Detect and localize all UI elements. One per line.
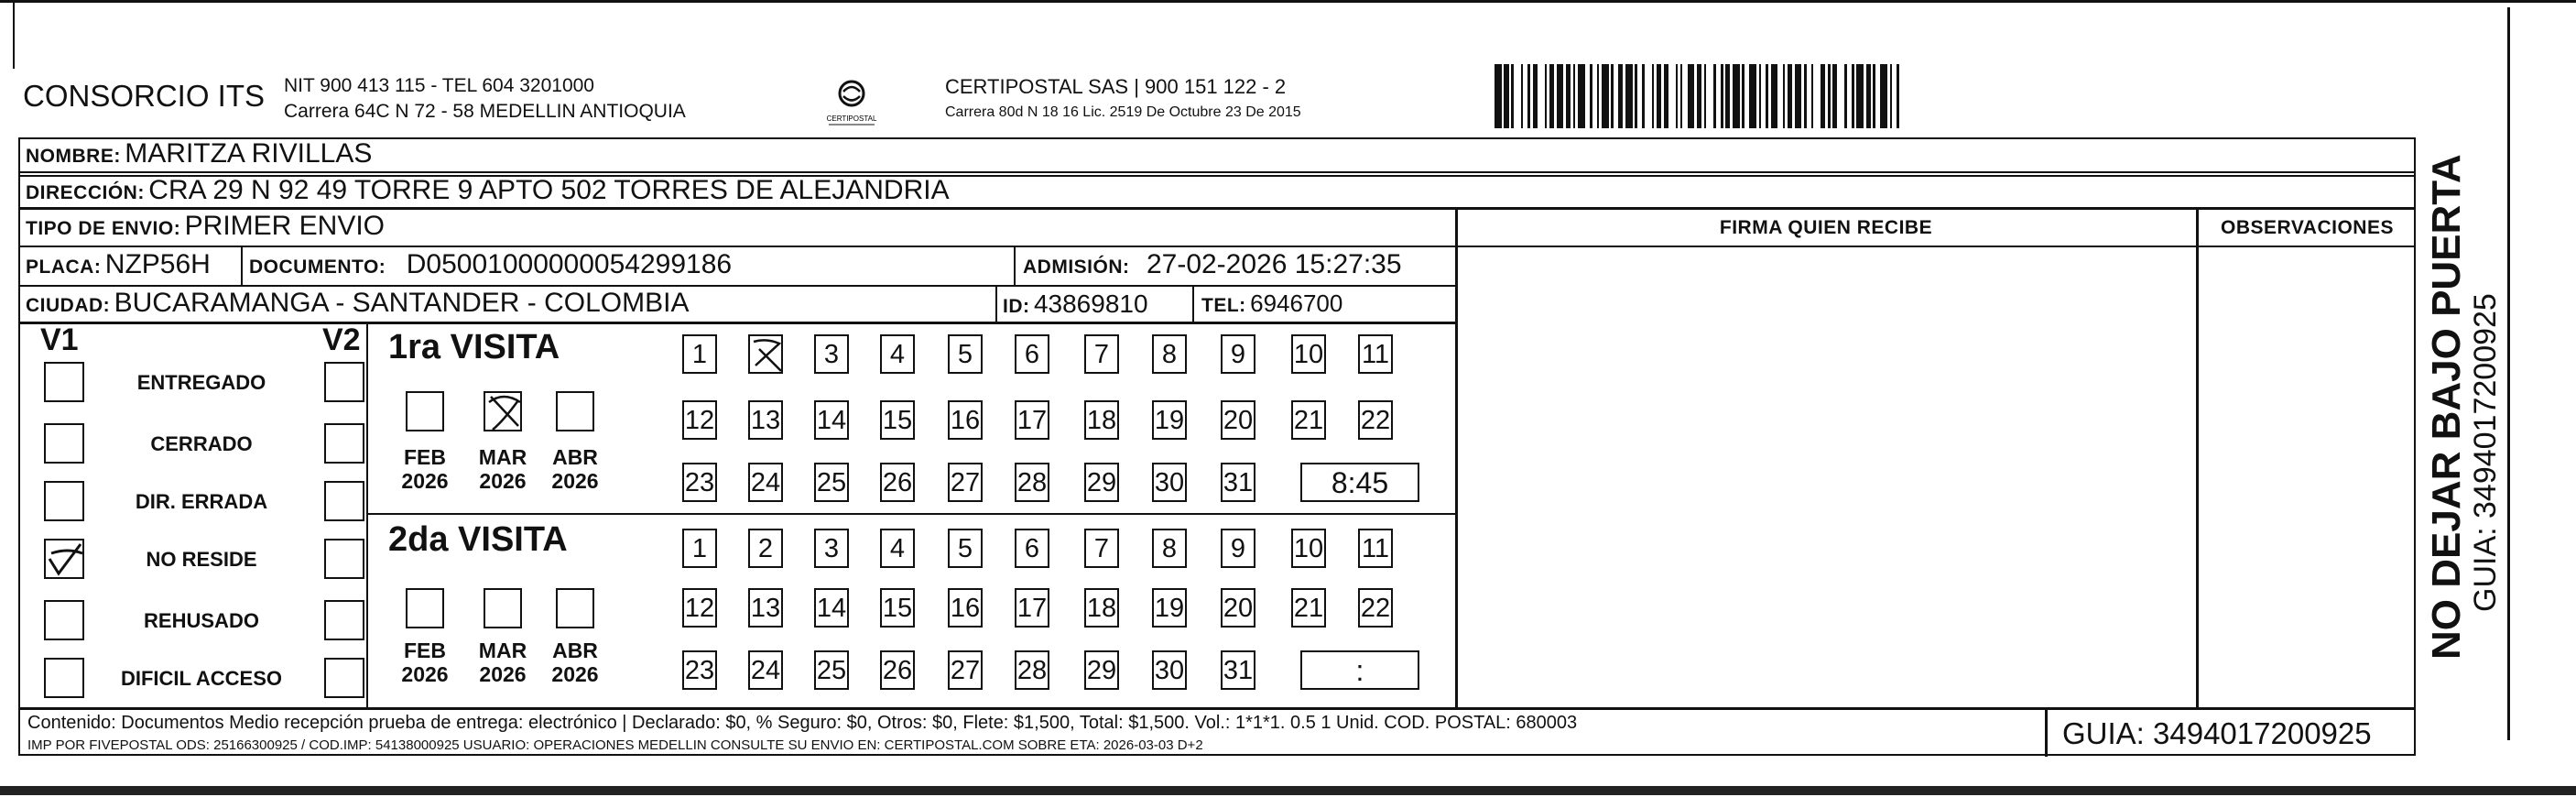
- bottom-edge: [0, 786, 2576, 795]
- day-box[interactable]: 27: [948, 650, 983, 690]
- day-box[interactable]: 26: [880, 650, 915, 690]
- barcode-bar: [1742, 64, 1745, 128]
- admision-row: [1023, 249, 1402, 280]
- barcode-bar: [1602, 64, 1609, 128]
- barcode-bar: [1759, 64, 1762, 128]
- carrier-info-1: CERTIPOSTAL SAS | 900 151 122 - 2: [945, 75, 1287, 98]
- barcode-bar: [1688, 64, 1695, 128]
- tel-row: [1201, 289, 1342, 318]
- side-guia: GUIA: 3494017200925: [2468, 293, 2503, 612]
- day-box[interactable]: 20: [1221, 400, 1255, 440]
- v2-checkbox[interactable]: [324, 600, 364, 640]
- day-box[interactable]: 13: [748, 400, 783, 440]
- day-box[interactable]: 29: [1084, 463, 1119, 502]
- status-label: CERRADO: [150, 432, 253, 455]
- barcode-bar: [1852, 64, 1854, 128]
- day-box[interactable]: 23: [682, 463, 717, 502]
- admision-value: 27-02-2026 15:27:35: [1146, 249, 1402, 279]
- day-box[interactable]: 1: [682, 529, 717, 568]
- status-label: NO RESIDE: [146, 548, 257, 571]
- barcode-bar: [1578, 64, 1585, 128]
- barcode-bar: [1618, 64, 1623, 128]
- tipo-row: [26, 211, 385, 242]
- status-label: REHUSADO: [144, 609, 259, 632]
- day-box[interactable]: 1: [682, 334, 717, 374]
- day-box[interactable]: 7: [1084, 529, 1119, 568]
- v2-checkbox[interactable]: [324, 481, 364, 521]
- barcode-bar: [1832, 64, 1837, 128]
- month-label: FEB: [404, 639, 446, 662]
- v1-label: V1: [40, 322, 79, 357]
- footer-content: Contenido: Documentos Medio recepción prueba de entrega: electrónico | Declarado: $0, % Seguro: $0, Otros: $0, Flete: $1,500, Total: $1,500. Vol.: 1*1*1. 0.5 1 Unid. COD. POSTAL: 680003: [27, 713, 1578, 733]
- month-mark-icon: [485, 393, 524, 433]
- barcode: [1495, 64, 2227, 128]
- barcode-bar: [1821, 64, 1825, 128]
- barcode-bar: [1533, 64, 1538, 128]
- day-box[interactable]: 9: [1221, 529, 1255, 568]
- status-label: DIFICIL ACCESO: [120, 667, 282, 690]
- day-box[interactable]: 16: [948, 588, 983, 628]
- top-edge: [0, 0, 2576, 3]
- nombre-label: NOMBRE:: [26, 146, 121, 167]
- day-box[interactable]: 28: [1015, 650, 1049, 690]
- company-name: CONSORCIO ITS: [23, 79, 266, 113]
- id-label: ID:: [1003, 296, 1030, 317]
- v1-checkbox[interactable]: [44, 539, 84, 579]
- day-box[interactable]: 4: [880, 529, 915, 568]
- barcode-bar: [1521, 64, 1524, 128]
- day-box[interactable]: 20: [1221, 588, 1255, 628]
- month-label: ABR: [552, 639, 598, 662]
- day-box[interactable]: 19: [1152, 400, 1187, 440]
- tipo-label: TIPO DE ENVIO:: [26, 218, 181, 239]
- barcode-bar: [1733, 64, 1740, 128]
- direccion-value: CRA 29 N 92 49 TORRE 9 APTO 502 TORRES DE ALEJANDRIA: [148, 175, 950, 205]
- ciudad-row: [26, 288, 689, 319]
- ciudad-label: CIUDAD:: [26, 295, 111, 316]
- day-box[interactable]: 18: [1084, 400, 1119, 440]
- barcode-bar: [1680, 64, 1683, 128]
- day-box[interactable]: 19: [1152, 588, 1187, 628]
- nombre-row: [26, 138, 372, 169]
- month-checkbox[interactable]: [556, 391, 594, 431]
- day-box[interactable]: 15: [880, 588, 915, 628]
- day-box[interactable]: 31: [1221, 463, 1255, 502]
- barcode-bar: [1880, 64, 1887, 128]
- barcode-bar: [1597, 64, 1600, 128]
- barcode-bar: [1713, 64, 1716, 128]
- day-box[interactable]: 25: [814, 463, 849, 502]
- company-info-2: Carrera 64C N 72 - 58 MEDELLIN ANTIOQUIA: [284, 101, 686, 122]
- barcode-bar: [1811, 64, 1814, 128]
- day-box[interactable]: 8: [1152, 529, 1187, 568]
- barcode-bar: [1697, 64, 1701, 128]
- day-box[interactable]: 2: [748, 529, 783, 568]
- barcode-bar: [1549, 64, 1554, 128]
- day-box[interactable]: 28: [1015, 463, 1049, 502]
- month-label: ABR: [552, 445, 598, 469]
- barcode-bar: [1566, 64, 1571, 128]
- admision-label: ADMISIÓN:: [1023, 257, 1130, 278]
- status-label: DIR. ERRADA: [135, 490, 268, 513]
- time-box[interactable]: :: [1300, 650, 1419, 690]
- day-box[interactable]: 27: [948, 463, 983, 502]
- barcode-bar: [1795, 64, 1802, 128]
- v1-checkbox[interactable]: [44, 481, 84, 521]
- barcode-bar: [1635, 64, 1637, 128]
- barcode-bar: [1545, 64, 1548, 128]
- barcode-bar: [1664, 64, 1668, 128]
- barcode-bar: [1844, 64, 1847, 128]
- tel-label: TEL:: [1201, 295, 1246, 316]
- status-label: ENTREGADO: [136, 371, 266, 394]
- day-box[interactable]: 21: [1291, 400, 1326, 440]
- top-left-tick: [13, 0, 15, 69]
- tel-value: 6946700: [1250, 289, 1343, 317]
- day-box[interactable]: 22: [1358, 588, 1393, 628]
- day-box[interactable]: 5: [948, 334, 983, 374]
- placa-row: [26, 249, 211, 280]
- carrier-info-2: Carrera 80d N 18 16 Lic. 2519 De Octubre 23 De 2015: [945, 104, 1301, 120]
- documento-value: D05001000000054299186: [406, 249, 733, 279]
- barcode-bar: [1495, 64, 1502, 128]
- barcode-bar: [1625, 64, 1633, 128]
- barcode-bar: [1866, 64, 1871, 128]
- id-value: 43869810: [1033, 289, 1148, 318]
- month-checkbox[interactable]: [406, 391, 444, 431]
- logo-text: CERTIPOSTAL: [826, 115, 877, 123]
- day-box[interactable]: 10: [1291, 334, 1326, 374]
- barcode-bar: [1704, 64, 1707, 128]
- day-box[interactable]: 30: [1152, 463, 1187, 502]
- v2-label: V2: [322, 322, 361, 357]
- ciudad-value: BUCARAMANGA - SANTANDER - COLOMBIA: [114, 288, 690, 318]
- barcode-bar: [1804, 64, 1807, 128]
- first-visit-title: 1ra VISITA: [388, 328, 560, 366]
- time-box[interactable]: 8:45: [1300, 463, 1419, 502]
- month-checkbox[interactable]: [556, 588, 594, 628]
- day-box[interactable]: 4: [880, 334, 915, 374]
- v1-checkbox[interactable]: [44, 362, 84, 402]
- day-box[interactable]: 22: [1358, 400, 1393, 440]
- year-label: 2026: [401, 469, 449, 493]
- footer-imp: IMP POR FIVEPOSTAL ODS: 25166300925 / COD.IMP: 54138000925 USUARIO: OPERACIONES MEDELLIN CONSULTE SU ENVIO EN: CERTIPOSTAL.COM SOBRE ETA: 2026-03-03 D+2: [27, 737, 1203, 753]
- barcode-bar: [1771, 64, 1778, 128]
- day-box[interactable]: 9: [1221, 334, 1255, 374]
- year-label: 2026: [551, 662, 599, 686]
- barcode-bar: [1504, 64, 1508, 128]
- day-box[interactable]: 31: [1221, 650, 1255, 690]
- placa-label: PLACA:: [26, 257, 102, 278]
- day-box[interactable]: 24: [748, 650, 783, 690]
- v1-checkbox[interactable]: [44, 658, 84, 698]
- day-box[interactable]: 21: [1291, 588, 1326, 628]
- barcode-bar: [1721, 64, 1723, 128]
- barcode-bar: [1828, 64, 1831, 128]
- barcode-bar: [1766, 64, 1768, 128]
- day-box[interactable]: 12: [682, 400, 717, 440]
- day-box[interactable]: [748, 334, 783, 374]
- nombre-value: MARITZA RIVILLAS: [125, 138, 373, 169]
- day-box[interactable]: 26: [880, 463, 915, 502]
- year-label: 2026: [479, 469, 527, 493]
- day-box[interactable]: 15: [880, 400, 915, 440]
- day-box[interactable]: 17: [1015, 588, 1049, 628]
- day-box[interactable]: 12: [682, 588, 717, 628]
- barcode-bar: [1890, 64, 1893, 128]
- day-box[interactable]: 17: [1015, 400, 1049, 440]
- day-box[interactable]: 24: [748, 463, 783, 502]
- day-box[interactable]: 30: [1152, 650, 1187, 690]
- day-box[interactable]: 10: [1291, 529, 1326, 568]
- year-label: 2026: [551, 469, 599, 493]
- day-box[interactable]: 6: [1015, 334, 1049, 374]
- documento-row: [249, 249, 732, 280]
- barcode-bar: [1788, 64, 1792, 128]
- v2-checkbox[interactable]: [324, 362, 364, 402]
- v2-checkbox[interactable]: [324, 539, 364, 579]
- barcode-bar: [1611, 64, 1614, 128]
- v2-checkbox[interactable]: [324, 423, 364, 464]
- barcode-bar: [1573, 64, 1576, 128]
- year-label: 2026: [401, 662, 449, 686]
- check-mark-icon: [46, 540, 86, 581]
- direccion-row: [26, 175, 950, 206]
- day-box[interactable]: 5: [948, 529, 983, 568]
- barcode-bar: [1652, 64, 1655, 128]
- day-box[interactable]: 14: [814, 588, 849, 628]
- barcode-bar: [1527, 64, 1530, 128]
- month-label: MAR: [478, 445, 527, 469]
- barcode-bar: [1856, 64, 1864, 128]
- footer-guia: GUIA: 3494017200925: [2062, 716, 2372, 750]
- barcode-bar: [1511, 64, 1514, 128]
- day-box[interactable]: 3: [814, 529, 849, 568]
- day-box[interactable]: 29: [1084, 650, 1119, 690]
- barcode-bar: [1657, 64, 1661, 128]
- id-row: [1003, 289, 1148, 319]
- v1-checkbox[interactable]: [44, 600, 84, 640]
- day-box[interactable]: 16: [948, 400, 983, 440]
- day-box[interactable]: 8: [1152, 334, 1187, 374]
- day-box[interactable]: 3: [814, 334, 849, 374]
- barcode-bar: [1783, 64, 1786, 128]
- barcode-bar: [1557, 64, 1564, 128]
- day-box[interactable]: 6: [1015, 529, 1049, 568]
- v2-checkbox[interactable]: [324, 658, 364, 698]
- month-checkbox[interactable]: [484, 391, 522, 431]
- observaciones-label: OBSERVACIONES: [2221, 217, 2394, 238]
- barcode-bar: [1873, 64, 1875, 128]
- tipo-value: PRIMER ENVIO: [184, 211, 386, 241]
- side-warning: NO DEJAR BAJO PUERTA: [2424, 154, 2469, 660]
- company-info-1: NIT 900 413 115 - TEL 604 3201000: [284, 75, 594, 96]
- month-checkbox[interactable]: [484, 588, 522, 628]
- second-visit-title: 2da VISITA: [388, 520, 568, 559]
- year-label: 2026: [479, 662, 527, 686]
- day-box[interactable]: 13: [748, 588, 783, 628]
- barcode-bar: [1897, 64, 1899, 128]
- barcode-bar: [1749, 64, 1756, 128]
- month-label: FEB: [404, 445, 446, 469]
- firma-label: FIRMA QUIEN RECIBE: [1719, 217, 1933, 238]
- documento-label: DOCUMENTO:: [249, 257, 386, 278]
- certipostal-logo: [820, 73, 884, 128]
- month-checkbox[interactable]: [406, 588, 444, 628]
- day-mark-icon: [750, 336, 785, 376]
- barcode-bar: [1676, 64, 1679, 128]
- barcode-bar: [1590, 64, 1592, 128]
- barcode-bar: [1725, 64, 1730, 128]
- day-box[interactable]: 11: [1358, 334, 1393, 374]
- barcode-bar: [1642, 64, 1645, 128]
- day-box[interactable]: 23: [682, 650, 717, 690]
- month-label: MAR: [478, 639, 527, 662]
- day-box[interactable]: 11: [1358, 529, 1393, 568]
- day-box[interactable]: 25: [814, 650, 849, 690]
- right-edge: [2507, 7, 2510, 740]
- day-box[interactable]: 7: [1084, 334, 1119, 374]
- day-box[interactable]: 14: [814, 400, 849, 440]
- v1-checkbox[interactable]: [44, 423, 84, 464]
- direccion-label: DIRECCIÓN:: [26, 182, 145, 203]
- day-box[interactable]: 18: [1084, 588, 1119, 628]
- placa-value: NZP56H: [104, 249, 211, 279]
